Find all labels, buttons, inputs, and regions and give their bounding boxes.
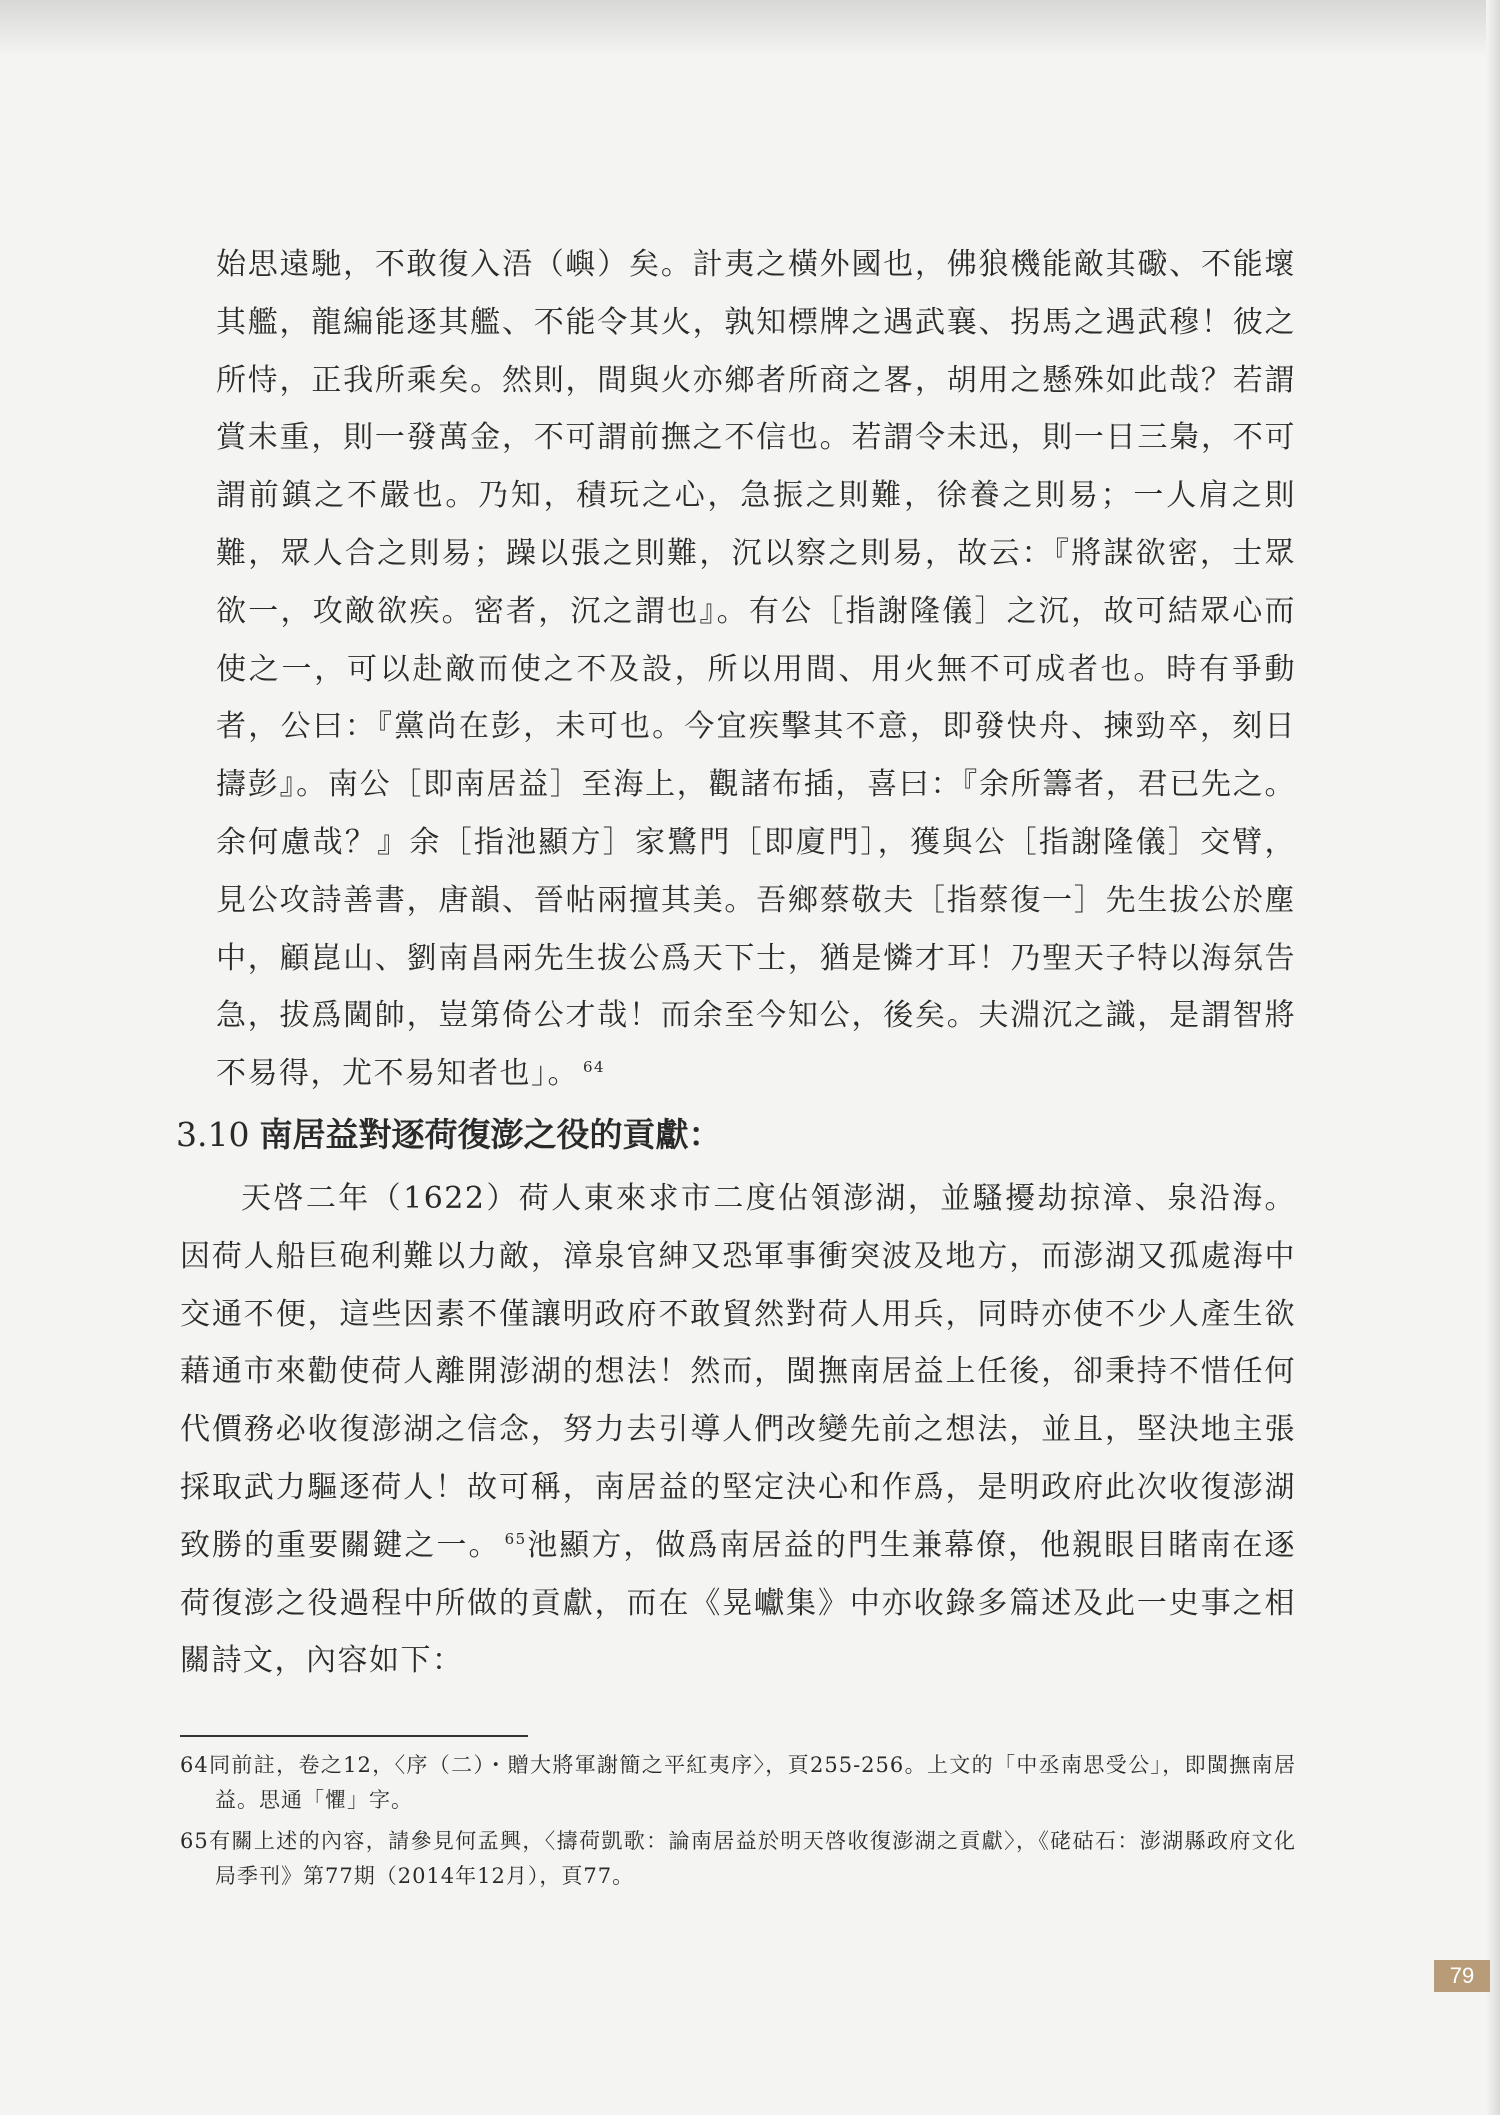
scan-right-edge xyxy=(1486,0,1500,2115)
section-heading xyxy=(176,1110,1296,1160)
quote-text: 始思遠馳，不敢復入浯（嶼）矣。計夷之橫外國也，佛狼機能敵其礮、不能壞其艦，龍編能逐其艦、不能令其火，孰知標牌之遇武襄、拐馬之遇武穆！彼之所恃，正我所乘矣。然則，間與火亦鄉者所商之畧，胡用之懸殊如此哉？若謂賞未重，則一發萬金，不可謂前撫之不信也。若謂令未迅，則一日三梟，不可謂前鎮之不嚴也。乃知，積玩之心，急振之則難，徐養之則易；一人肩之則難，眾人合之則易；躁以張之則難，沉以察之則易，故云：『將謀欲密，士眾欲一，攻敵欲疾。密者，沉之謂也』。有公［指謝隆儀］之沉，故可結眾心而使之一，可以赴敵而使之不及設，所以用間、用火無不可成者也。時有爭動者，公曰：『黨尚在彭，未可也。今宜疾擊其不意，即發快舟、揀勁卒，刻日擣彭』。南公［即南居益］至海上，觀諸布插，喜曰：『余所籌者，君已先之。余何慮哉？』余［指池顯方］家鷺門［即廈門］，獲與公［指謝隆儀］交臂，見公攻詩善書，唐韻、晉帖兩擅其美。吾鄉蔡敬夫［指蔡復一］先生拔公於塵中，顧崑山、劉南昌兩先生拔公爲天下士，猶是憐才耳！乃聖天子特以海氛告急，拔爲閫帥，豈第倚公才哉！而余至今知公，後矣。夫淵沉之識，是謂智將不易得，尤不易知者也」。 xyxy=(216,247,1296,1092)
body-paragraph-text xyxy=(180,1170,1296,1690)
footnote-divider xyxy=(180,1735,528,1737)
footnote-ref-64[interactable]: 64 xyxy=(583,1058,606,1077)
footnote-ref-65[interactable]: 65 xyxy=(504,1529,527,1548)
footnote-number: 64 xyxy=(180,1753,209,1777)
body-paragraph xyxy=(180,1170,1296,1690)
scan-top-edge xyxy=(0,0,1500,56)
footnote-text: 有關上述的內容，請參見何孟興，〈擣荷凱歌：論南居益於明天啓收復澎湖之貢獻〉，《硓𥑮石：澎湖縣政府文化局季刊》第77期（2014年12月），頁77。 xyxy=(208,1829,1296,1888)
quoted-passage xyxy=(216,236,1296,1103)
footnote-64 xyxy=(180,1748,1296,1818)
body-text-before-ref: 天啓二年（1622）荷人東來求市二度佔領澎湖，並騷擾劫掠漳、泉沿海。因荷人船巨砲利難以力敵，漳泉官紳又恐軍事衝突波及地方，而澎湖又孤處海中交通不便，這些因素不僅讓明政府不敢貿然對荷人用兵，同時亦使不少人產生欲藉通市來勸使荷人離開澎湖的想法！然而，閩撫南居益上任後，卻秉持不惜任何代價務必收復澎湖之信念，努力去引導人們改變先前之想法，並且，堅決地主張採取武力驅逐荷人！故可稱，南居益的堅定決心和作爲，是明政府此次收復澎湖致勝的重要關鍵之一。 xyxy=(180,1181,1296,1563)
body-text-after-ref: 池顯方，做爲南居益的門生兼幕僚，他親眼目睹南在逐荷復澎之役過程中所做的貢獻，而在《晃巘集》中亦收錄多篇述及此一史事之相關詩文，內容如下： xyxy=(180,1527,1297,1679)
footnote-65 xyxy=(180,1824,1296,1894)
section-number: 3.10 xyxy=(176,1115,250,1154)
footnote-text: 同前註，卷之12，〈序（二）・贈大將軍謝簡之平紅夷序〉，頁255-256。上文的「中丞南思受公」，即閩撫南居益。思通「懼」字。 xyxy=(208,1753,1296,1812)
section-title: 南居益對逐荷復澎之役的貢獻： xyxy=(259,1115,722,1154)
footnotes xyxy=(180,1748,1296,1900)
quoted-passage-text xyxy=(216,236,1296,1103)
page-number: 79 xyxy=(1434,1960,1490,1992)
footnote-number: 65 xyxy=(180,1829,209,1853)
